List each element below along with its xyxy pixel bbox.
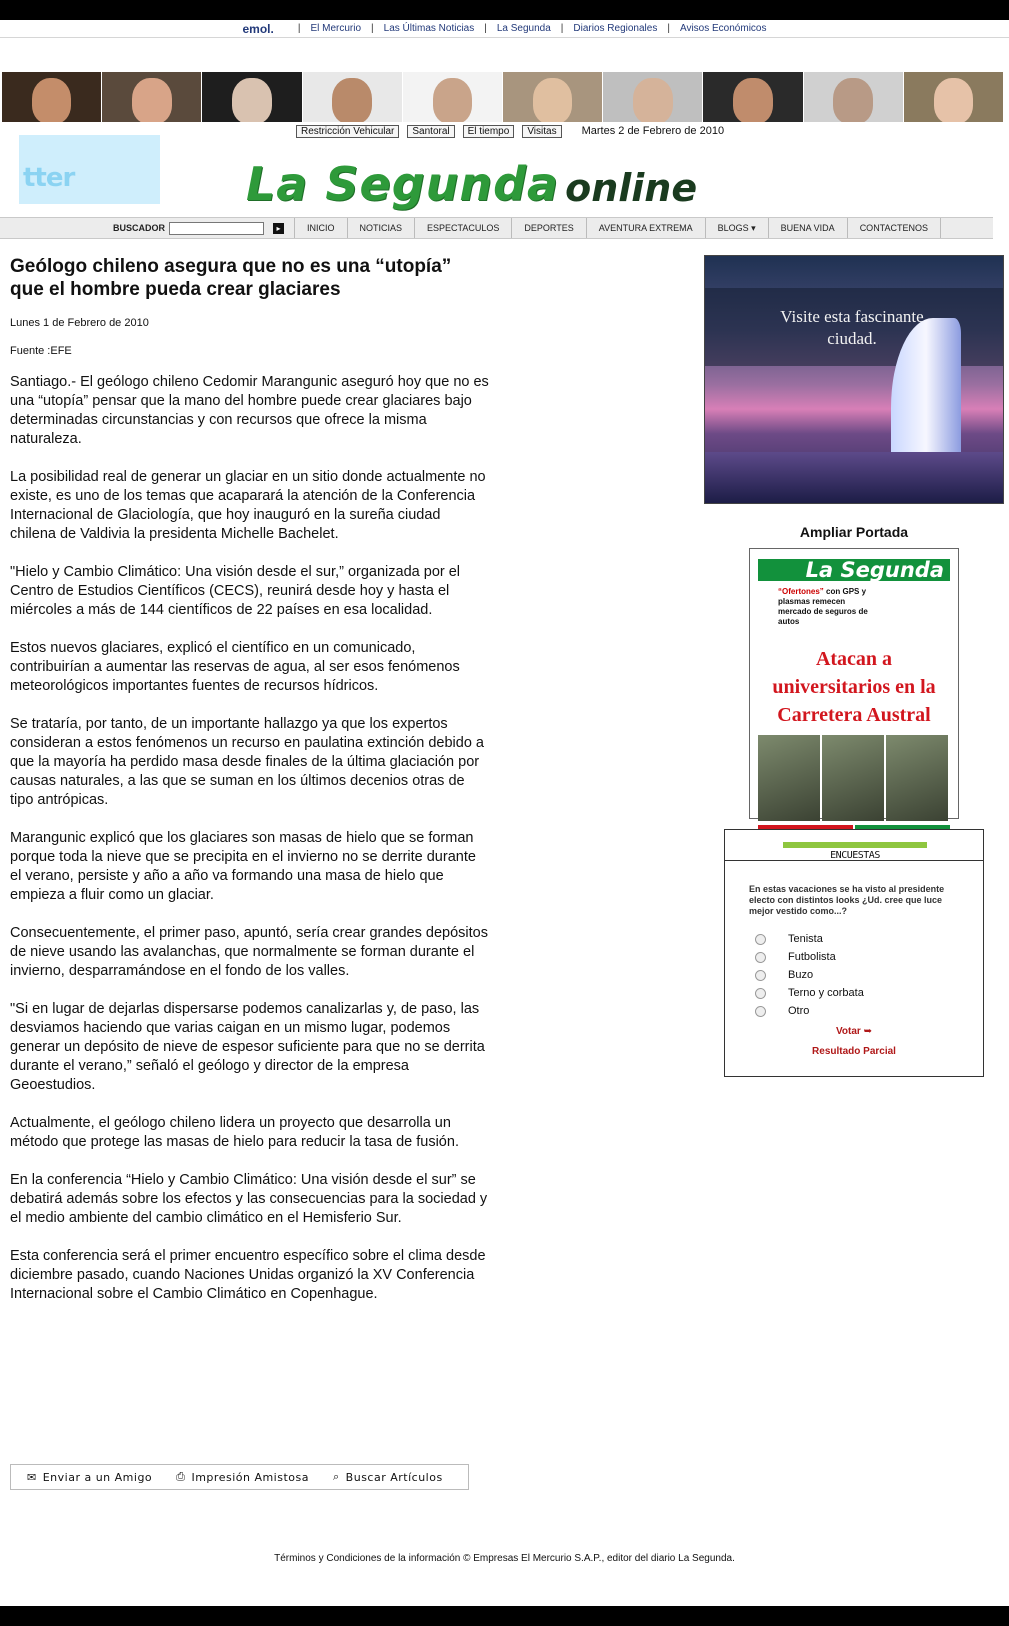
link-avisos-economicos[interactable]: Avisos Económicos [679, 23, 767, 34]
nav-item-inicio[interactable]: INICIO [294, 218, 347, 238]
radio-button[interactable] [755, 934, 766, 945]
poll-option[interactable]: Terno y corbata [755, 984, 864, 1002]
printer-icon: ⎙ [176, 1470, 186, 1483]
utility-bar [296, 124, 724, 138]
radio-button[interactable] [755, 988, 766, 999]
visitas-button[interactable]: Visitas [522, 125, 561, 138]
columnist-photo-strip [2, 72, 1004, 122]
columnist-photo[interactable] [2, 72, 102, 122]
radio-button[interactable] [755, 970, 766, 981]
nav-item-noticias[interactable]: NOTICIAS [347, 218, 415, 238]
article-paragraph: Marangunic explicó que los glaciares son masas de hielo que se forman porque toda la nieve que se precipita en el invierno no se derrite durante el verano, persiste y año a año va formando una masa de hielo que empieza a fluir como un glaciar. [10, 830, 476, 903]
columnist-photo[interactable] [904, 72, 1004, 122]
article-paragraph: Actualmente, el geólogo chileno lidera un proyecto que desarrolla un método que protege las masas de hielo para reducir la tasa de fusión. [10, 1115, 459, 1150]
article-date: Lunes 1 de Febrero de 2010 [10, 317, 149, 329]
search-articles-label: Buscar Artículos [345, 1470, 443, 1484]
columnist-photo[interactable] [804, 72, 904, 122]
article-source: Fuente :EFE [10, 345, 72, 357]
columnist-photo[interactable] [603, 72, 703, 122]
ad-text: Visite esta fascinante ciudad. [780, 307, 924, 348]
article [10, 255, 490, 1323]
main-nav [0, 217, 993, 239]
nav-item-espectaculos[interactable]: ESPECTACULOS [414, 218, 511, 238]
restriccion-vehicular-button[interactable]: Restricción Vehicular [296, 125, 399, 138]
ampliar-portada-link[interactable]: Ampliar Portada [799, 524, 909, 540]
link-la-segunda[interactable]: La Segunda [496, 23, 551, 34]
article-paragraph: En la conferencia “Hielo y Cambio Climático: Una visión desde el sur” se debatirá además sobre los efectos y las consecuencias para la sociedad y el medio ambiente del cambio climático en el Hemisferio Sur. [10, 1172, 488, 1226]
poll-option[interactable]: Futbolista [755, 948, 864, 966]
search-input[interactable] [169, 222, 264, 235]
partial-results-link[interactable]: Resultado Parcial [812, 1046, 896, 1057]
poll-option[interactable]: Tenista [755, 930, 864, 948]
article-paragraph: Se trataría, por tanto, de un importante hallazgo ya que los expertos consideran a estos fenómenos un recurso en paulatina extinción debido a que la mayoría ha perdido masa desde finales de la última glaciación por causas naturales, a las que se suman en los últimos decenios otras de tipo antrópicas. [10, 716, 484, 808]
article-tools [10, 1464, 469, 1490]
cover-headline: Atacan a universitarios en la Carretera Austral [772, 648, 936, 726]
site-logo[interactable] [246, 156, 698, 211]
print-button[interactable] [176, 1470, 309, 1484]
cover-subhead: “Ofertones” con GPS y plasmas remecen mercado de seguros de autos [778, 587, 868, 626]
santoral-button[interactable]: Santoral [407, 125, 454, 138]
radio-button[interactable] [755, 952, 766, 963]
twitter-badge[interactable]: tter [19, 135, 160, 204]
nav-item-contactenos[interactable]: CONTACTENOS [847, 218, 941, 238]
cover-photos [758, 735, 950, 821]
nav-item-deportes[interactable]: DEPORTES [511, 218, 585, 238]
search-label: BUSCADOR [113, 223, 166, 233]
el-tiempo-button[interactable]: El tiempo [463, 125, 515, 138]
nav-item-aventura-extrema[interactable]: AVENTURA EXTREMA [586, 218, 705, 238]
columnist-photo[interactable] [403, 72, 503, 122]
footer-terms: Términos y Condiciones de la información © Empresas El Mercurio S.A.P., editor del diario La Segunda. [274, 1553, 735, 1564]
link-el-mercurio[interactable]: El Mercurio [310, 23, 362, 34]
logo-main-text: La Segunda [246, 157, 560, 211]
article-paragraph: La posibilidad real de generar un glaciar en un sitio donde actualmente no existe, es uno de los temas que acaparará la atención de la Conferencia Internacional de Glaciología, que hoy inauguró en la sureña ciudad chilena de Valdivia la presidenta Michelle Bachelet. [10, 469, 486, 542]
article-paragraph: Consecuentemente, el primer paso, apuntó, sería crear grandes depósitos de nieve usando las avalanchas, que normalmente se forman durante el invierno, desparramándose en el fondo de los valles. [10, 925, 488, 979]
columnist-photo[interactable] [703, 72, 803, 122]
columnist-photo[interactable] [503, 72, 603, 122]
nav-item-blogs[interactable]: BLOGS ▾ [705, 218, 768, 238]
portal-nav: emol. | El Mercurio | Las Últimas Noticias | La Segunda | Diarios Regionales | Avisos Económicos [0, 20, 1009, 38]
search-go-icon[interactable]: ▸ [273, 223, 284, 234]
link-diarios-regionales[interactable]: Diarios Regionales [573, 23, 658, 34]
send-to-friend-label: Enviar a un Amigo [42, 1470, 153, 1484]
link-las-ultimas-noticias[interactable]: Las Últimas Noticias [383, 23, 475, 34]
nav-item-buena-vida[interactable]: BUENA VIDA [768, 218, 847, 238]
poll-options [755, 930, 864, 1020]
poll-widget [724, 829, 984, 1077]
top-black-bar [0, 0, 1009, 20]
article-paragraph: Esta conferencia será el primer encuentro específico sobre el clima desde diciembre pasado, cuando Naciones Unidas organizó la XV Conferencia Internacional sobre el Cambio Climático en Copenhague. [10, 1248, 486, 1302]
magnifier-icon: ⌕ [333, 1470, 340, 1483]
columnist-photo[interactable] [102, 72, 202, 122]
columnist-photo[interactable] [202, 72, 302, 122]
article-paragraph: Estos nuevos glaciares, explicó el científico en un comunicado, contribuirían a aumentar las reservas de agua, al ser esos fenómenos meteorológicos importantes fuentes de recursos hídricos. [10, 640, 460, 694]
article-paragraph: "Hielo y Cambio Climático: Una visión desde el sur,” organizada por el Centro de Estudios Científicos (CECS), reunirá desde hoy y hasta el miércoles a más de 144 científicos de 22 países en esa localidad. [10, 564, 461, 618]
current-date: Martes 2 de Febrero de 2010 [581, 125, 725, 137]
article-paragraph: Santiago.- El geólogo chileno Cedomir Marangunic aseguró hoy que no es una “utopía” pensar que la mano del hombre puede crear glaciares bajo determinadas circunstancias y con recursos que ofrece la misma naturaleza. [10, 374, 489, 447]
poll-question: En estas vacaciones se ha visto al presidente electo con distintos looks ¿Ud. cree que luce mejor vestido como...? [749, 884, 945, 916]
send-to-friend-button[interactable] [27, 1471, 152, 1484]
poll-option[interactable]: Buzo [755, 966, 864, 984]
vote-button[interactable]: Votar ➥ [836, 1026, 872, 1037]
emol-logo[interactable]: emol. [242, 21, 274, 36]
print-label: Impresión Amistosa [191, 1470, 309, 1484]
search-articles-button[interactable] [333, 1470, 443, 1484]
radio-button[interactable] [755, 1006, 766, 1017]
article-paragraph: "Si en lugar de dejarlas dispersarse podemos canalizarlas y, de paso, las desviamos haciendo que varias caigan en un mismo lugar, podemos generar un depósito de nieve de espesor suficiente para que no se derrita durante el verano,” señaló el geólogo y director de la empresa Geoestudios. [10, 1001, 485, 1093]
poll-header: ENCUESTAS [783, 842, 927, 861]
cover-masthead: La Segunda [758, 559, 950, 581]
logo-suffix-text: online [565, 166, 698, 210]
columnist-photo[interactable] [303, 72, 403, 122]
article-headline: Geólogo chileno asegura que no es una “utopía” que el hombre pueda crear glaciares [10, 256, 452, 300]
front-page-thumbnail[interactable] [749, 548, 959, 819]
envelope-icon: ✉ [27, 1470, 37, 1484]
bottom-black-bar [0, 1606, 1009, 1626]
dubai-ad-banner[interactable] [704, 255, 1004, 504]
poll-option[interactable]: Otro [755, 1002, 864, 1020]
